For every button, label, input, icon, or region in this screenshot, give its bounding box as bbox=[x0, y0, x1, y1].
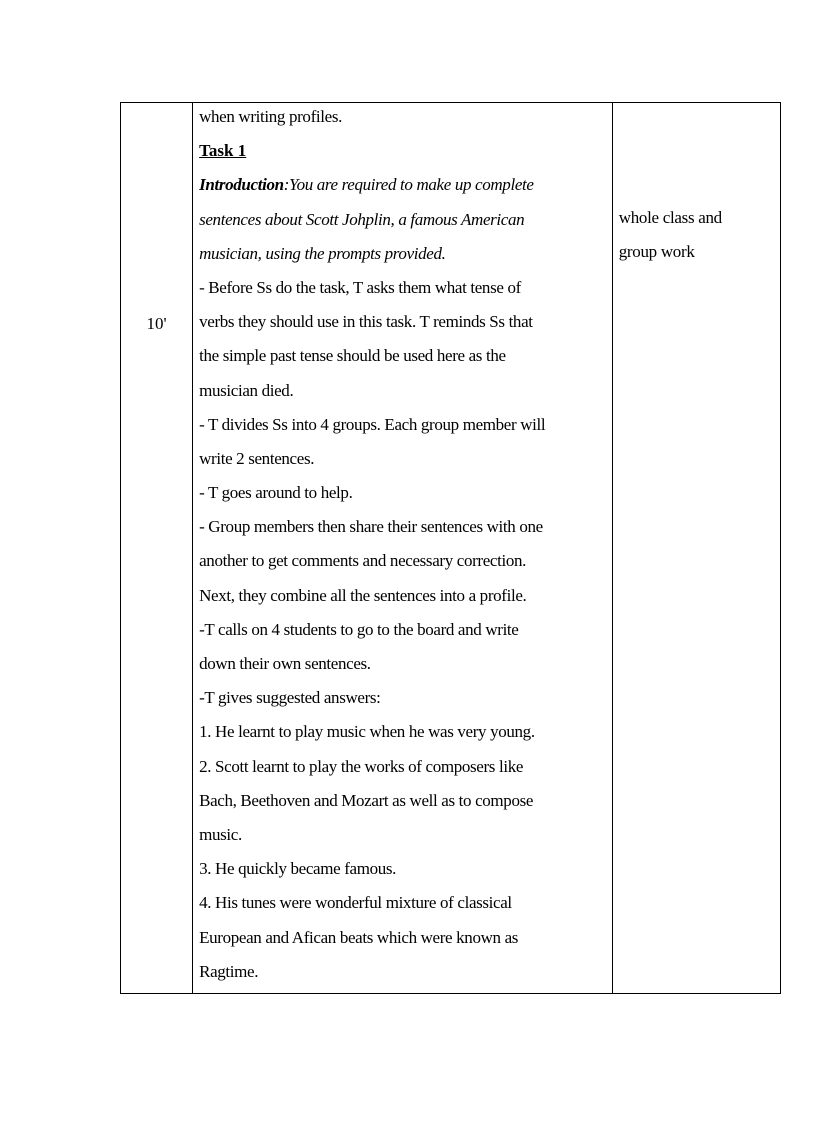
introduction-text: sentences about Scott Johplin, a famous American bbox=[199, 209, 525, 229]
answer-line: 2. Scott learnt to play the works of composers like bbox=[199, 756, 524, 776]
answer-line: music. bbox=[199, 824, 242, 844]
activity-line: musician died. bbox=[199, 380, 294, 400]
task-title-line bbox=[199, 134, 608, 168]
activity-line: - Group members then share their sentences with one bbox=[199, 517, 543, 537]
table-row bbox=[121, 103, 781, 994]
introduction-text: musician, using the prompts provided. bbox=[199, 243, 446, 263]
interaction-line: whole class and bbox=[618, 208, 722, 227]
introduction-label: Introduction bbox=[199, 175, 284, 195]
lesson-plan-table bbox=[120, 102, 781, 994]
activity-cell bbox=[193, 103, 613, 994]
activity-line: verbs they should use in this task. T reminds Ss that bbox=[199, 312, 533, 332]
answer-line: European and Afican beats which were known as bbox=[199, 927, 519, 947]
activity-line: down their own sentences. bbox=[199, 654, 371, 673]
activity-line: -T gives suggested answers: bbox=[199, 688, 381, 708]
activity-content bbox=[199, 100, 608, 989]
answer-line: 1. He learnt to play music when he was very young. bbox=[199, 722, 535, 742]
activity-line: -T calls on 4 students to go to the board and write bbox=[199, 619, 519, 639]
activity-line: - Before Ss do the task, T asks them what tense of bbox=[199, 277, 521, 297]
activity-line: write 2 sentences. bbox=[199, 448, 315, 468]
interaction-content bbox=[619, 201, 780, 269]
introduction-line bbox=[199, 168, 608, 202]
time-cell bbox=[121, 103, 193, 994]
activity-line: when writing profiles. bbox=[199, 107, 343, 126]
answer-line: 3. He quickly became famous. bbox=[199, 859, 397, 879]
answer-line: 4. His tunes were wonderful mixture of classical bbox=[199, 893, 512, 913]
activity-line: another to get comments and necessary correction. bbox=[199, 551, 527, 571]
time-value: 10' bbox=[146, 314, 167, 333]
interaction-cell bbox=[612, 103, 780, 994]
activity-line: - T divides Ss into 4 groups. Each group member will bbox=[199, 414, 546, 434]
answer-line: Ragtime. bbox=[199, 961, 259, 981]
task-title: Task 1 bbox=[199, 141, 247, 161]
activity-line: Next, they combine all the sentences into a profile. bbox=[199, 585, 527, 605]
activity-line: the simple past tense should be used here as the bbox=[199, 346, 506, 366]
introduction-text: :You are required to make up complete bbox=[283, 175, 534, 195]
answer-line: Bach, Beethoven and Mozart as well as to compose bbox=[199, 790, 534, 810]
activity-line: - T goes around to help. bbox=[199, 483, 353, 503]
interaction-line: group work bbox=[618, 242, 695, 262]
